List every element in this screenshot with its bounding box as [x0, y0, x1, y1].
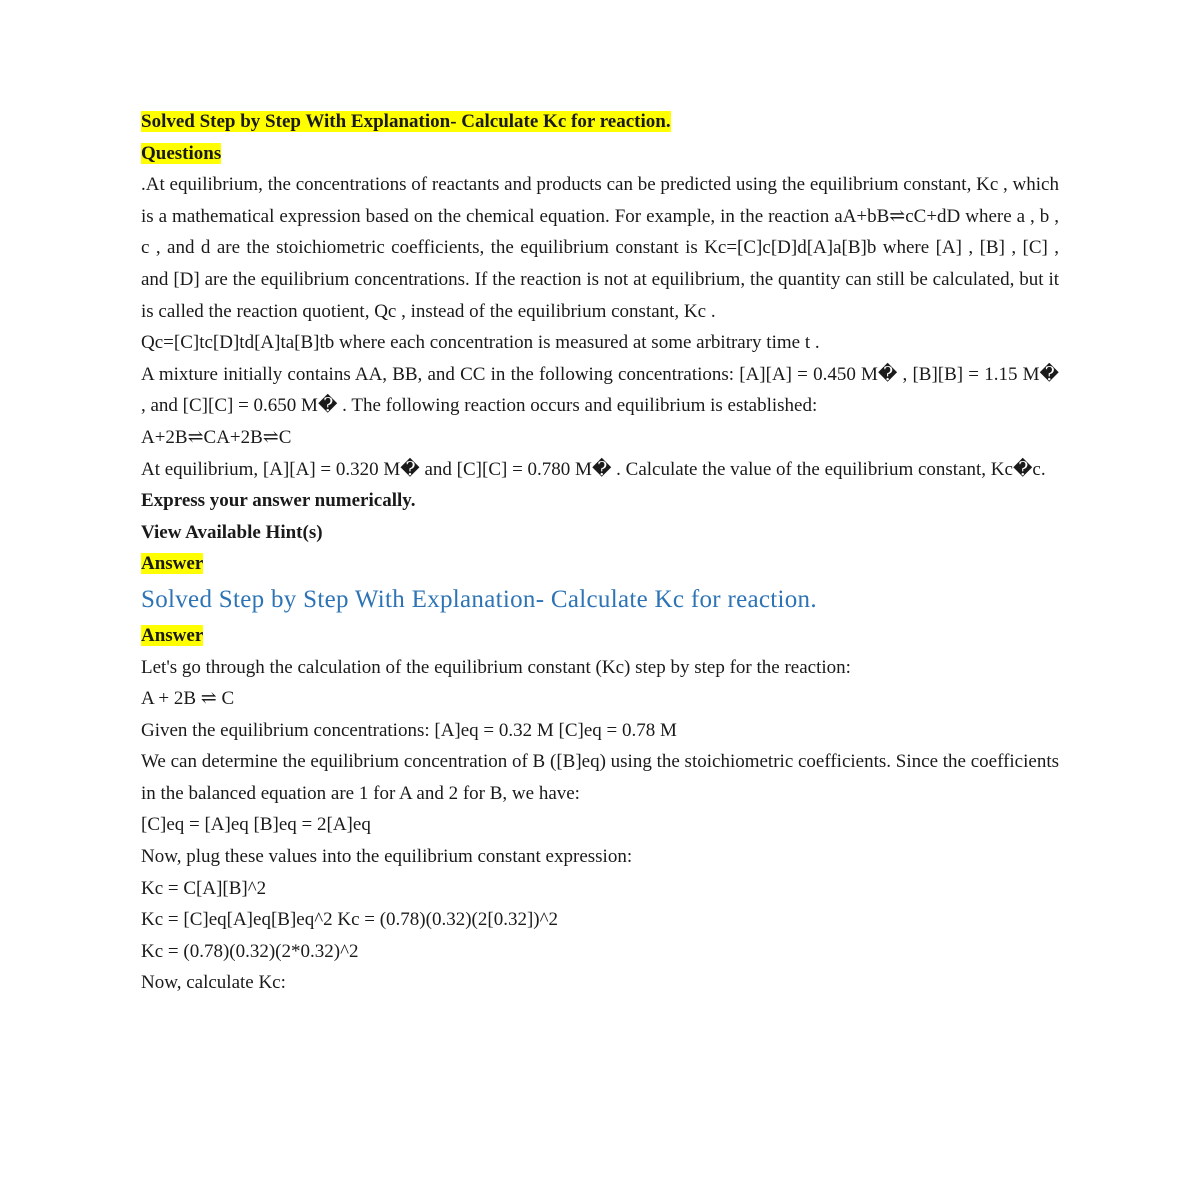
- question-line-qc: Qc=[C]tc[D]td[A]ta[B]tb where each concentration is measured at some arbitrary time t .: [141, 332, 820, 354]
- blue-heading: Solved Step by Step With Explanation- Calculate Kc for reaction.: [141, 585, 817, 613]
- answer-line: [C]eq = [A]eq [B]eq = 2[A]eq: [141, 814, 371, 836]
- reaction-line: A+2B⇌CA+2B⇌C: [141, 426, 292, 448]
- answer-label-line-2: [141, 620, 1059, 652]
- answer-line: A + 2B ⇌ C: [141, 688, 235, 710]
- answer-label-2: Answer: [141, 624, 204, 646]
- document-page: [141, 106, 1059, 999]
- answer-line: Kc = C[A][B]^2: [141, 877, 267, 899]
- answer-label-line-1: [141, 548, 1059, 580]
- answer-line: Kc = (0.78)(0.32)(2*0.32)^2: [141, 940, 359, 962]
- answer-line: Kc = [C]eq[A]eq[B]eq^2 Kc = (0.78)(0.32)(2[0.32])^2: [141, 909, 559, 931]
- hints-label[interactable]: View Available Hint(s): [141, 521, 323, 543]
- questions-label-line: [141, 138, 1059, 170]
- title-highlight: Solved Step by Step With Explanation- Calculate Kc for reaction.: [141, 111, 671, 132]
- answer-line: Now, plug these values into the equilibrium constant expression:: [141, 846, 633, 868]
- question-paragraph-1: .At equilibrium, the concentrations of reactants and products can be predicted using the equilibrium constant, Kc , which is a mathematical expression based on the chemical equation. For example, in the reaction aA+bB⇌cC+dD where a , b , c , and d are the stoichiometric coefficients, the equilibrium constant is Kc=[C]c[D]d[A]a[B]b where [A] , [B] , [C] , and [D] are the equilibrium concentrations. If the reaction is not at equilibrium, the quantity can still be calculated, but it is called the reaction quotient, Qc , instead of the equilibrium constant, Kc .: [141, 174, 1059, 322]
- answer-label-1: Answer: [141, 553, 204, 575]
- question-paragraph-2: A mixture initially contains AA, BB, and CC in the following concentrations: [A][A] = 0.450 M� , [B][B] = 1.15 M� , and [C][C] = 0.650 M� . The following reaction occurs and equilibrium is established:: [141, 363, 1059, 417]
- questions-label: Questions: [141, 142, 222, 164]
- express-label: Express your answer numerically.: [141, 490, 416, 512]
- answer-paragraph: We can determine the equilibrium concentration of B ([B]eq) using the stoichiometric coefficients. Since the coefficients in the balanced equation are 1 for A and 2 for B, we have:: [141, 751, 1059, 804]
- question-paragraph-3: At equilibrium, [A][A] = 0.320 M� and [C][C] = 0.780 M� . Calculate the value of the equilibrium constant, Kc�c.: [141, 458, 1046, 480]
- answer-line: Let's go through the calculation of the equilibrium constant (Kc) step by step for the reaction:: [141, 656, 851, 678]
- answer-line: Now, calculate Kc:: [141, 972, 286, 994]
- answer-line: Given the equilibrium concentrations: [A]eq = 0.32 M [C]eq = 0.78 M: [141, 719, 677, 741]
- title-line: [141, 106, 1059, 138]
